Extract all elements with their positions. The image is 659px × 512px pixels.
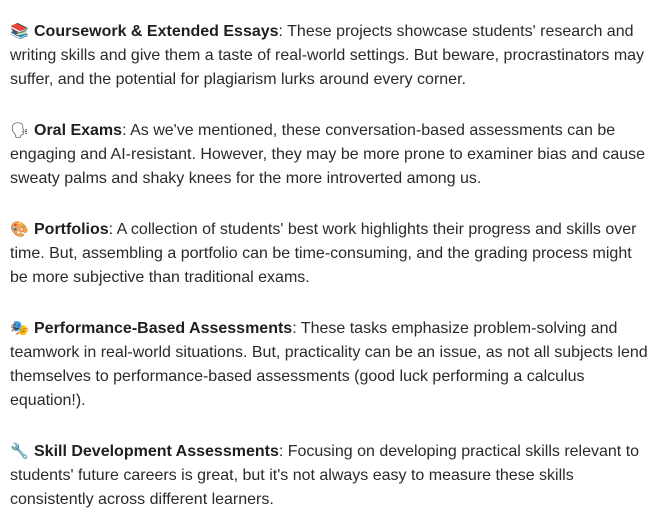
item-description: : These tasks emphasize problem-solving and teamwork in real-world situations. But, practicality can be an issue, as not all subjects lend themselves to performance-based assessments (good luck performing a calculus equation!). — [10, 320, 648, 409]
list-item-oral-exams — [10, 118, 649, 191]
speaking-head-icon: 🗣 — [10, 121, 30, 139]
item-description: : A collection of students' best work highlights their progress and skills over time. But, assembling a portfolio can be time-consuming, and the grading process might be more subjective than traditional exams. — [10, 221, 637, 286]
item-title: Coursework & Extended Essays — [34, 23, 279, 40]
theater-masks-icon: 🎭 — [10, 319, 29, 337]
palette-icon: 🎨 — [10, 220, 29, 238]
item-title: Performance-Based Assessments — [34, 320, 293, 337]
item-description: : Focusing on developing practical skills relevant to students' future careers is great, but it's not always easy to measure these skills consistently across different learners. — [10, 443, 640, 508]
item-description: : These projects showcase students' research and writing skills and give them a taste of real-world settings. But beware, procrastinators may suffer, and the potential for plagiarism lurks around every corner. — [10, 23, 645, 88]
list-item-skill-development — [10, 439, 649, 512]
item-title: Oral Exams — [34, 122, 123, 139]
list-item-performance-based — [10, 316, 649, 413]
item-title: Skill Development Assessments — [34, 443, 279, 460]
list-item-portfolios — [10, 217, 649, 290]
list-item-coursework — [10, 19, 649, 92]
books-icon: 📚 — [10, 22, 29, 40]
item-title: Portfolios — [34, 221, 109, 238]
wrench-icon: 🔧 — [10, 442, 29, 460]
item-description: : As we've mentioned, these conversation-based assessments can be engaging and AI-resistant. However, they may be more prone to examiner bias and cause sweaty palms and shaky knees for the more introverted among us. — [10, 122, 646, 187]
